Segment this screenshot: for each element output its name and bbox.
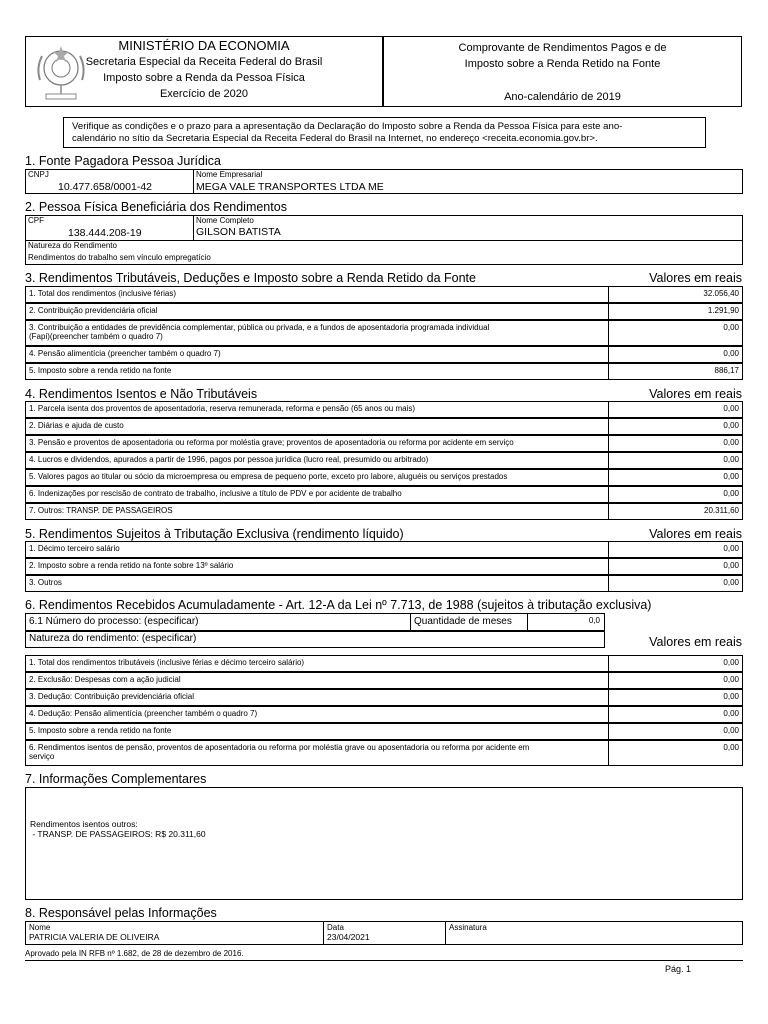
complementary-line2: - TRANSP. DE PASSAGEIROS: R$ 20.311,60 <box>30 829 206 839</box>
company-name-label: Nome Empresarial <box>196 170 263 179</box>
notice-line2: calendário no sítio da Secretaria Especial da Receita Federal do Brasil na Internet, no endereço <receita.economia.gov.br>. <box>72 132 598 144</box>
section6-title: 6. Rendimentos Recebidos Acumuladamente - Art. 12-A da Lei nº 7.713, de 1988 (sujeitos à tributação exclusiva) <box>25 598 652 612</box>
cpf-label: CPF <box>28 216 44 225</box>
income-nature-label: Natureza do Rendimento <box>28 241 117 250</box>
section4-row: 2. Diárias e ajuda de custo 0,00 <box>25 418 743 435</box>
header-right-box <box>383 36 742 107</box>
cpf-value: 138.444.208-19 <box>68 227 142 239</box>
section3-row: 4. Pensão alimentícia (preencher também o quadro 7) 0,00 <box>25 346 743 363</box>
responsible-name-value: PATRICIA VALERIA DE OLIVEIRA <box>29 932 160 942</box>
full-name-label: Nome Completo <box>196 216 254 225</box>
doc-title-line1: Comprovante de Rendimentos Pagos e de <box>458 42 667 54</box>
complementary-info-box <box>25 787 743 900</box>
section5-title: 5. Rendimentos Sujeitos à Tributação Exclusiva (rendimento líquido) <box>25 527 404 541</box>
section6-row: 4. Dedução: Pensão alimentícia (preencher também o quadro 7) 0,00 <box>25 706 743 723</box>
approval-note: Aprovado pela IN RFB nº 1.682, de 28 de dezembro de 2016. <box>25 949 244 958</box>
section3-row: 3. Contribuição a entidades de previdência complementar, pública ou privada, e a fundos de aposentadoria programada individual (Fapi)(preencher também o quadro 7) 0,00 <box>25 320 743 346</box>
responsible-name-label: Nome <box>29 923 51 932</box>
section8-title: 8. Responsável pelas Informações <box>25 906 217 920</box>
section5-row: 2. Imposto sobre a renda retido na fonte sobre 13º salário 0,00 <box>25 558 743 575</box>
section4-title: 4. Rendimentos Isentos e Não Tributáveis <box>25 387 258 401</box>
section4-row: 7. Outros: TRANSP. DE PASSAGEIROS 20.311,60 <box>25 503 743 520</box>
section3-row: 1. Total dos rendimentos (inclusive férias) 32.056,40 <box>25 286 743 303</box>
months-value: 0,0 <box>588 616 600 625</box>
nature-label: Natureza do rendimento: (especificar) <box>29 633 197 644</box>
section4-row: 6. Indenizações por rescisão de contrato de trabalho, inclusive a título de PDV e por acidente de trabalho 0,00 <box>25 486 743 503</box>
section5-row: 3. Outros 0,00 <box>25 575 743 592</box>
section4-row: 3. Pensão e proventos de aposentadoria ou reforma por moléstia grave; proventos de aposentadoria ou reforma por acidente em serviço 0,00 <box>25 435 743 452</box>
page-number: Pág. 1 <box>664 964 691 974</box>
secretariat-title: Secretaria Especial da Receita Federal do Brasil <box>85 56 323 68</box>
section6-row: 2. Exclusão: Despesas com a ação judicial 0,00 <box>25 672 743 689</box>
months-label: Quantidade de meses <box>414 616 512 627</box>
section4-row: 4. Lucros e dividendos, apurados a partir de 1996, pagos por pessoa jurídica (lucro real, presumido ou arbitrado) 0,00 <box>25 452 743 469</box>
exercise-year: Exercício de 2020 <box>159 88 249 100</box>
section4-row: 1. Parcela isenta dos proventos de aposentadoria, reserva remunerada, reforma e pensão (65 anos ou mais) 0,00 <box>25 401 743 418</box>
complementary-line1: Rendimentos isentos outros: <box>30 819 138 829</box>
section6-row: 5. Imposto sobre a renda retido na fonte 0,00 <box>25 723 743 740</box>
section6-row: 3. Dedução: Contribuição previdenciária oficial 0,00 <box>25 689 743 706</box>
income-nature-value: Rendimentos do trabalho sem vínculo empregatício <box>28 253 211 262</box>
signature-label: Assinatura <box>449 923 487 932</box>
process-number-label: 6.1 Número do processo: (especificar) <box>29 616 199 627</box>
section6-row: 6. Rendimentos isentos de pensão, proventos de aposentadoria ou reforma por moléstia grave ou aposentadoria ou reforma por acidente em serviço 0,00 <box>25 740 743 766</box>
section3-values-label: Valores em reais <box>649 271 742 285</box>
section1-title: 1. Fonte Pagadora Pessoa Jurídica <box>25 154 221 168</box>
section4-values-label: Valores em reais <box>649 387 742 401</box>
cnpj-label: CNPJ <box>28 170 49 179</box>
notice-box <box>63 117 706 148</box>
section4-row: 5. Valores pagos ao titular ou sócio da microempresa ou empresa de pequeno porte, exceto pro labore, aluguéis ou serviços prestados 0,00 <box>25 469 743 486</box>
cnpj-value: 10.477.658/0001-42 <box>58 181 153 193</box>
section3-title: 3. Rendimentos Tributáveis, Deduções e Imposto sobre a Renda Retido da Fonte <box>25 271 476 285</box>
notice-line1: Verifique as condições e o prazo para a apresentação da Declaração do Imposto sobre a Renda da Pessoa Física para este ano- <box>72 121 623 132</box>
section3-row: 5. Imposto sobre a renda retido na fonte 886,17 <box>25 363 743 380</box>
doc-title-line2: Imposto sobre a Renda Retido na Fonte <box>464 58 661 70</box>
section6-values-label: Valores em reais <box>649 635 742 649</box>
section5-values-label: Valores em reais <box>649 527 742 541</box>
full-name-value: GILSON BATISTA <box>196 226 281 238</box>
ministry-title: MINISTÉRIO DA ECONOMIA <box>118 38 290 53</box>
tax-title: Imposto sobre a Renda da Pessoa Física <box>103 72 305 84</box>
date-label: Data <box>327 923 344 932</box>
section7-title: 7. Informações Complementares <box>25 772 207 786</box>
date-value: 23/04/2021 <box>327 932 370 942</box>
calendar-year: Ano-calendário de 2019 <box>504 91 621 103</box>
section2-title: 2. Pessoa Física Beneficiária dos Rendimentos <box>25 200 287 214</box>
section6-row: 1. Total dos rendimentos tributáveis (inclusive férias e décimo terceiro salário) 0,00 <box>25 655 743 672</box>
section5-row: 1. Décimo terceiro salário 0,00 <box>25 541 743 558</box>
section3-row: 2. Contribuição previdenciária oficial 1.291,90 <box>25 303 743 320</box>
company-name-value: MEGA VALE TRANSPORTES LTDA ME <box>196 181 384 193</box>
